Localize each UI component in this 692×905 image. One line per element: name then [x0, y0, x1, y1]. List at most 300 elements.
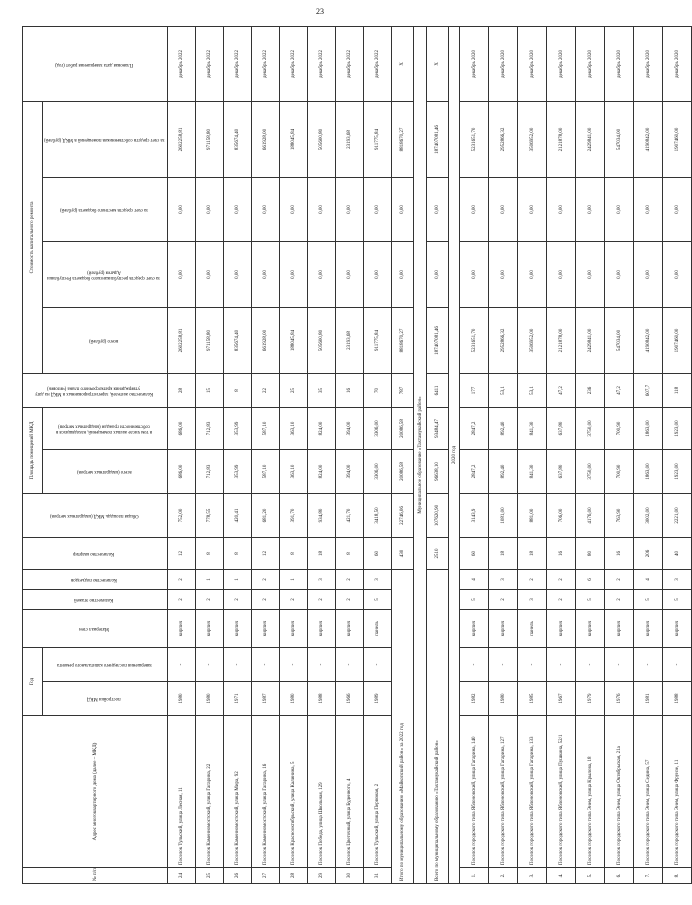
subtotal-apartments: 430: [392, 537, 414, 569]
page-number: 23: [316, 7, 324, 16]
row-premises-residential: 700,90: [605, 407, 634, 449]
row-residents: 53,1: [489, 373, 518, 407]
header-cost-local-text: за счет средств местного бюджета (рублей): [59, 207, 149, 213]
row-address: Поселок Каменномостский, улица Мира, 92: [224, 716, 252, 868]
row-num: 27: [252, 868, 280, 884]
row-planned-date: декабрь 2020: [663, 26, 692, 101]
row-premises-total: 2847,2: [460, 449, 489, 493]
row-year-built: 1967: [547, 682, 576, 716]
total-republic: 0,00: [427, 241, 449, 307]
subtotal-republic: 0,00: [392, 241, 414, 307]
header-planned-date-text: Плановая дата завершения работ (год): [54, 61, 134, 67]
row-year-repair: -: [168, 647, 196, 681]
row-premises-residential: 1923,00: [663, 407, 692, 449]
row-apartments: 16: [547, 537, 576, 569]
row-residents: 177: [460, 373, 489, 407]
row-total-area: 778,55: [196, 493, 224, 537]
section-row: [414, 26, 427, 883]
table-row: [663, 26, 692, 883]
total-residents: 6411: [427, 373, 449, 407]
header-cost-group: Стоимость капитального ремонта: [23, 101, 43, 373]
row-wall-material: кирпич: [663, 609, 692, 647]
row-address: Поселок Победа, улица Школьная, 129: [308, 716, 336, 868]
row-cost-republic: 0,00: [336, 241, 364, 307]
header-year-group: Год: [23, 647, 43, 715]
row-floors: 2: [196, 589, 224, 609]
row-premises-total: 712,83: [196, 449, 224, 493]
subtotal-date: X: [392, 26, 414, 101]
row-year-repair: -: [280, 647, 308, 681]
row-premises-total: 3306,00: [364, 449, 392, 493]
row-premises-total: 587,10: [252, 449, 280, 493]
row-cost-total: 971158,80: [196, 307, 224, 373]
table-row: [308, 26, 336, 883]
row-residents: 47,2: [547, 373, 576, 407]
row-cost-local: 0,00: [605, 177, 634, 241]
row-address: Поселок Тульский, улица Первомая, 2: [364, 716, 392, 868]
row-cost-total: 661928,00: [252, 307, 280, 373]
row-premises-residential: 2847,2: [460, 407, 489, 449]
header-year-built-text: постройки МКД: [87, 696, 121, 702]
row-premises-residential: 353,99: [224, 407, 252, 449]
table-row: [224, 26, 252, 883]
row-planned-date: декабрь 2022: [308, 26, 336, 101]
row-wall-material: кирпич: [280, 609, 308, 647]
row-floors: 2: [168, 589, 196, 609]
total-residential: 93484,47: [427, 407, 449, 449]
row-apartments: 40: [663, 537, 692, 569]
row-num: 2.: [489, 868, 518, 884]
row-year-built: 1980: [280, 682, 308, 716]
row-cost-owners: 3506952,00: [518, 101, 547, 177]
row-cost-owners: 547034,00: [605, 101, 634, 177]
row-address: Поселок Каменномостский, улица Гагарина, 16: [252, 716, 280, 868]
row-planned-date: декабрь 2022: [168, 26, 196, 101]
row-cost-total: 23193,68: [336, 307, 364, 373]
row-residents: 22: [252, 373, 280, 407]
row-floors: 5: [460, 589, 489, 609]
row-num: 28: [280, 868, 308, 884]
row-total-area: 881,00: [518, 493, 547, 537]
section-title: Муниципальное образование «Тахтамукайский район»: [414, 26, 427, 883]
row-entrances: 1: [280, 569, 308, 589]
row-cost-owners: 2602258,81: [168, 101, 196, 177]
table-row: [489, 26, 518, 883]
row-year-repair: -: [336, 647, 364, 681]
row-year-built: 1985: [518, 682, 547, 716]
total-date: X: [427, 26, 449, 101]
row-year-repair: -: [547, 647, 576, 681]
table-head: [23, 26, 168, 883]
row-num: 3.: [518, 868, 547, 884]
row-cost-local: 0,00: [336, 177, 364, 241]
row-cost-total: 2429841,00: [576, 307, 605, 373]
row-cost-owners: 1907460,00: [663, 101, 692, 177]
table-rows-2022: [168, 26, 392, 883]
row-residents: 70: [364, 373, 392, 407]
row-num: 24: [168, 868, 196, 884]
header-premises-residential-text: в том числе жилых помещений, находящихся в собственности граждан (квадратных метров): [55, 423, 153, 434]
row-year-repair: -: [308, 647, 336, 681]
row-premises-residential: 3306,00: [364, 407, 392, 449]
subtotal-area: 22746,06: [392, 493, 414, 537]
row-address: Поселок Краснооктябрьский, улица Калинина, 5: [280, 716, 308, 868]
row-cost-republic: 0,00: [663, 241, 692, 307]
row-residents: 118: [663, 373, 692, 407]
row-premises-residential: 1863,00: [634, 407, 663, 449]
row-residents: 35: [308, 373, 336, 407]
row-wall-material: кирпич: [224, 609, 252, 647]
row-num: 6.: [605, 868, 634, 884]
row-wall-material: кирпич: [634, 609, 663, 647]
header-entrances: [23, 569, 168, 589]
row-floors: 2: [336, 589, 364, 609]
row-wall-material: кирпич: [576, 609, 605, 647]
subtotal-owners: 8818670,27: [392, 101, 414, 177]
header-address: Адрес многоквартирного дома (далее – МКД): [23, 716, 168, 868]
row-year-repair: -: [460, 647, 489, 681]
row-year-repair: -: [518, 647, 547, 681]
row-wall-material: кирпич: [605, 609, 634, 647]
row-residents: 607,7: [634, 373, 663, 407]
row-cost-republic: 0,00: [489, 241, 518, 307]
row-cost-owners: 835674,40: [224, 101, 252, 177]
row-floors: 5: [576, 589, 605, 609]
row-total-area: 763,90: [605, 493, 634, 537]
header-cost-total: [43, 307, 168, 373]
header-planned-date: [23, 26, 168, 101]
row-address: Поселок городского типа Яблоновский, улица Гагарина, 140: [460, 716, 489, 868]
row-total-area: 706,00: [547, 493, 576, 537]
row-address: Поселок городского типа Энем, улица Октябрьская, 21а: [605, 716, 634, 868]
row-cost-total: 4190842,00: [634, 307, 663, 373]
header-wall-material-text: Материал стен: [78, 626, 110, 632]
row-cost-republic: 0,00: [308, 241, 336, 307]
row-premises-residential: 587,10: [252, 407, 280, 449]
table-row: [168, 26, 196, 883]
row-planned-date: декабрь 2020: [518, 26, 547, 101]
row-apartments: 80: [576, 537, 605, 569]
header-premises-total-text: всего (квадратных метров): [76, 469, 132, 475]
row-cost-total: 5231651,70: [460, 307, 489, 373]
row-entrances: 1: [224, 569, 252, 589]
row-premises-total: 892,40: [489, 449, 518, 493]
row-year-built: 1981: [634, 682, 663, 716]
row-entrances: 3: [364, 569, 392, 589]
row-cost-local: 0,00: [252, 177, 280, 241]
row-cost-owners: 911775,84: [364, 101, 392, 177]
row-planned-date: декабрь 2020: [460, 26, 489, 101]
table-row: [605, 26, 634, 883]
year-title: 2020 год: [449, 26, 460, 883]
row-planned-date: декабрь 2022: [364, 26, 392, 101]
row-address: Поселок городского типа Яблоновский, улица Гагарина, 133: [518, 716, 547, 868]
row-cost-owners: 2121878,00: [547, 101, 576, 177]
table-row: [634, 26, 663, 883]
row-apartments: 18: [489, 537, 518, 569]
row-num: 29: [308, 868, 336, 884]
row-address: Поселок Тульский, улица Лесная, 11: [168, 716, 196, 868]
row-premises-total: 394,00: [336, 449, 364, 493]
row-year-repair: -: [605, 647, 634, 681]
row-floors: 5: [663, 589, 692, 609]
row-total-area: 420,41: [224, 493, 252, 537]
row-floors: 2: [252, 589, 280, 609]
row-residents: 8: [224, 373, 252, 407]
table-row: [460, 26, 489, 883]
rotated-table-container: [22, 27, 680, 884]
row-year-repair: -: [576, 647, 605, 681]
row-planned-date: декабрь 2020: [547, 26, 576, 101]
table-row: [364, 26, 392, 883]
row-premises-total: 637,80: [547, 449, 576, 493]
row-apartments: 8: [224, 537, 252, 569]
row-cost-local: 0,00: [224, 177, 252, 241]
header-cost-owners-text: за счет средств собственников помещений в МКД (рублей): [43, 137, 165, 143]
row-year-repair: -: [224, 647, 252, 681]
row-year-built: 1976: [605, 682, 634, 716]
row-floors: 5: [364, 589, 392, 609]
total-premises: 96638,10: [427, 449, 449, 493]
row-cost-owners: 661928,00: [252, 101, 280, 177]
row-cost-republic: 0,00: [364, 241, 392, 307]
row-planned-date: декабрь 2020: [576, 26, 605, 101]
row-total-area: 1081,00: [489, 493, 518, 537]
row-total-area: 934,80: [308, 493, 336, 537]
row-total-area: 421,70: [336, 493, 364, 537]
row-cost-owners: 188045,84: [280, 101, 308, 177]
row-premises-total: 1863,00: [634, 449, 663, 493]
row-entrances: 2: [336, 569, 364, 589]
row-planned-date: декабрь 2020: [634, 26, 663, 101]
row-premises-residential: 3750,00: [576, 407, 605, 449]
row-year-built: 1971: [224, 682, 252, 716]
subtotal-row: [392, 26, 414, 883]
row-year-repair: -: [663, 647, 692, 681]
row-address: Поселок городского типа Энем, улица Седина, 57: [634, 716, 663, 868]
row-year-repair: -: [252, 647, 280, 681]
row-apartments: 8: [196, 537, 224, 569]
header-year-built: [43, 682, 168, 716]
total-local: 0,00: [427, 177, 449, 241]
row-cost-owners: 505600,80: [308, 101, 336, 177]
row-year-built: 1988: [308, 682, 336, 716]
row-cost-republic: 0,00: [196, 241, 224, 307]
subtotal-2022: [392, 26, 460, 883]
row-year-built: 1987: [252, 682, 280, 716]
row-total-area: 2221,00: [663, 493, 692, 537]
row-entrances: 4: [460, 569, 489, 589]
row-planned-date: декабрь 2022: [224, 26, 252, 101]
header-apartments: [23, 537, 168, 569]
row-cost-owners: 2952866,32: [489, 101, 518, 177]
header-residents-text: Количество жителей, зарегистрированных в МКД на дату утверждения краткосрочного плана (человек): [34, 385, 154, 396]
row-year-repair: -: [489, 647, 518, 681]
row-entrances: 3: [308, 569, 336, 589]
subtotal-residential: 20086,58: [392, 407, 414, 449]
row-cost-total: 3506952,00: [518, 307, 547, 373]
header-entrances-text: Количество подъездов: [71, 577, 117, 583]
row-cost-total: 911775,84: [364, 307, 392, 373]
row-floors: 5: [634, 589, 663, 609]
row-cost-republic: 0,00: [634, 241, 663, 307]
row-entrances: 3: [489, 569, 518, 589]
row-wall-material: кирпич: [489, 609, 518, 647]
total-owners: 187407081,46: [427, 101, 449, 177]
row-address: Поселок городского типа Энем, улица Фрунзе, 11: [663, 716, 692, 868]
row-premises-residential: 394,00: [336, 407, 364, 449]
row-total-area: 4176,00: [576, 493, 605, 537]
row-year-built: 1979: [576, 682, 605, 716]
total-row: [427, 26, 449, 883]
row-cost-local: 0,00: [168, 177, 196, 241]
row-total-area: 3143,9: [460, 493, 489, 537]
row-cost-local: 0,00: [547, 177, 576, 241]
row-apartments: 8: [280, 537, 308, 569]
table-row: [576, 26, 605, 883]
row-cost-total: 2121878,00: [547, 307, 576, 373]
header-residents: [23, 373, 168, 407]
row-year-repair: -: [364, 647, 392, 681]
header-premises-group: Площадь помещений МКД: [23, 407, 43, 493]
row-premises-total: 841,30: [518, 449, 547, 493]
subtotal-local: 0,00: [392, 177, 414, 241]
row-num: 1.: [460, 868, 489, 884]
row-wall-material: кирпич: [460, 609, 489, 647]
row-cost-republic: 0,00: [605, 241, 634, 307]
row-floors: 2: [605, 589, 634, 609]
header-floors: [23, 589, 168, 609]
header-premises-total: [43, 449, 168, 493]
row-address: Поселок Каменномостский, улица Гагарина, 22: [196, 716, 224, 868]
row-cost-republic: 0,00: [576, 241, 605, 307]
row-entrances: 2: [547, 569, 576, 589]
row-entrances: 2: [252, 569, 280, 589]
row-premises-total: 686,00: [168, 449, 196, 493]
row-residents: 47,2: [605, 373, 634, 407]
row-premises-total: 3750,00: [576, 449, 605, 493]
table-rows-2020: [460, 26, 692, 883]
header-cost-owners: [43, 101, 168, 177]
row-cost-local: 0,00: [460, 177, 489, 241]
row-cost-local: 0,00: [576, 177, 605, 241]
table-row: [280, 26, 308, 883]
row-cost-local: 0,00: [489, 177, 518, 241]
row-apartments: 8: [336, 537, 364, 569]
row-cost-local: 0,00: [518, 177, 547, 241]
row-address: Поселок городского типа Энем, улица Крылова, 18: [576, 716, 605, 868]
row-residents: 16: [336, 373, 364, 407]
row-num: 5.: [576, 868, 605, 884]
row-year-built: 1988: [663, 682, 692, 716]
row-num: 26: [224, 868, 252, 884]
row-cost-local: 0,00: [308, 177, 336, 241]
header-cost-local: [43, 177, 168, 241]
row-total-area: 391,70: [280, 493, 308, 537]
row-num: 25: [196, 868, 224, 884]
row-apartments: 18: [518, 537, 547, 569]
row-total-area: 752,00: [168, 493, 196, 537]
row-cost-total: 547034,00: [605, 307, 634, 373]
row-num: 7.: [634, 868, 663, 884]
row-num: 4.: [547, 868, 576, 884]
header-year-repair-text: завершения последнего капитального ремонта: [56, 662, 152, 668]
row-wall-material: панель: [518, 609, 547, 647]
row-residents: 53,1: [518, 373, 547, 407]
header-total-area-text: Общая площадь МКД (квадратных метров): [49, 513, 139, 519]
row-planned-date: декабрь 2020: [489, 26, 518, 101]
row-cost-republic: 0,00: [252, 241, 280, 307]
total-apartments: 2510: [427, 537, 449, 569]
row-year-built: 1980: [489, 682, 518, 716]
row-total-area: 3418,50: [364, 493, 392, 537]
row-apartments: 60: [364, 537, 392, 569]
header-cost-republic: [43, 241, 168, 307]
row-wall-material: кирпич: [196, 609, 224, 647]
subtotal-cost: 8818670,27: [392, 307, 414, 373]
row-cost-total: 188045,84: [280, 307, 308, 373]
row-cost-local: 0,00: [634, 177, 663, 241]
row-floors: 2: [489, 589, 518, 609]
row-cost-owners: 4190842,00: [634, 101, 663, 177]
row-entrances: 2: [605, 569, 634, 589]
table-row: [336, 26, 364, 883]
row-entrances: 2: [518, 569, 547, 589]
row-premises-total: 1923,00: [663, 449, 692, 493]
row-entrances: 2: [168, 569, 196, 589]
row-cost-total: 505600,80: [308, 307, 336, 373]
row-year-built: 1980: [196, 682, 224, 716]
row-floors: 2: [224, 589, 252, 609]
row-premises-residential: 892,40: [489, 407, 518, 449]
row-apartments: 18: [308, 537, 336, 569]
row-cost-owners: 971158,80: [196, 101, 224, 177]
row-entrances: 1: [196, 569, 224, 589]
row-year-built: 1982: [460, 682, 489, 716]
row-floors: 3: [518, 589, 547, 609]
row-cost-republic: 0,00: [518, 241, 547, 307]
row-residents: 28: [168, 373, 196, 407]
header-total-area: [23, 493, 168, 537]
row-cost-republic: 0,00: [547, 241, 576, 307]
header-num: № п/п: [23, 868, 168, 884]
row-planned-date: декабрь 2020: [605, 26, 634, 101]
row-planned-date: декабрь 2022: [336, 26, 364, 101]
row-cost-owners: 2429841,00: [576, 101, 605, 177]
table-row: [196, 26, 224, 883]
row-cost-total: 2952866,32: [489, 307, 518, 373]
subtotal-premises: 20086,58: [392, 449, 414, 493]
row-entrances: 4: [634, 569, 663, 589]
row-cost-republic: 0,00: [460, 241, 489, 307]
row-wall-material: кирпич: [252, 609, 280, 647]
row-total-area: 3002,00: [634, 493, 663, 537]
row-premises-total: 700,90: [605, 449, 634, 493]
row-floors: 2: [308, 589, 336, 609]
row-cost-local: 0,00: [364, 177, 392, 241]
row-num: 8.: [663, 868, 692, 884]
row-wall-material: кирпич: [336, 609, 364, 647]
row-premises-residential: 637,80: [547, 407, 576, 449]
total-cost: 187407081,46: [427, 307, 449, 373]
row-apartments: 12: [168, 537, 196, 569]
row-cost-total: 1907460,00: [663, 307, 692, 373]
row-premises-residential: 686,00: [168, 407, 196, 449]
row-cost-local: 0,00: [663, 177, 692, 241]
row-premises-residential: 363,10: [280, 407, 308, 449]
row-year-built: 1980: [168, 682, 196, 716]
row-apartments: 60: [460, 537, 489, 569]
